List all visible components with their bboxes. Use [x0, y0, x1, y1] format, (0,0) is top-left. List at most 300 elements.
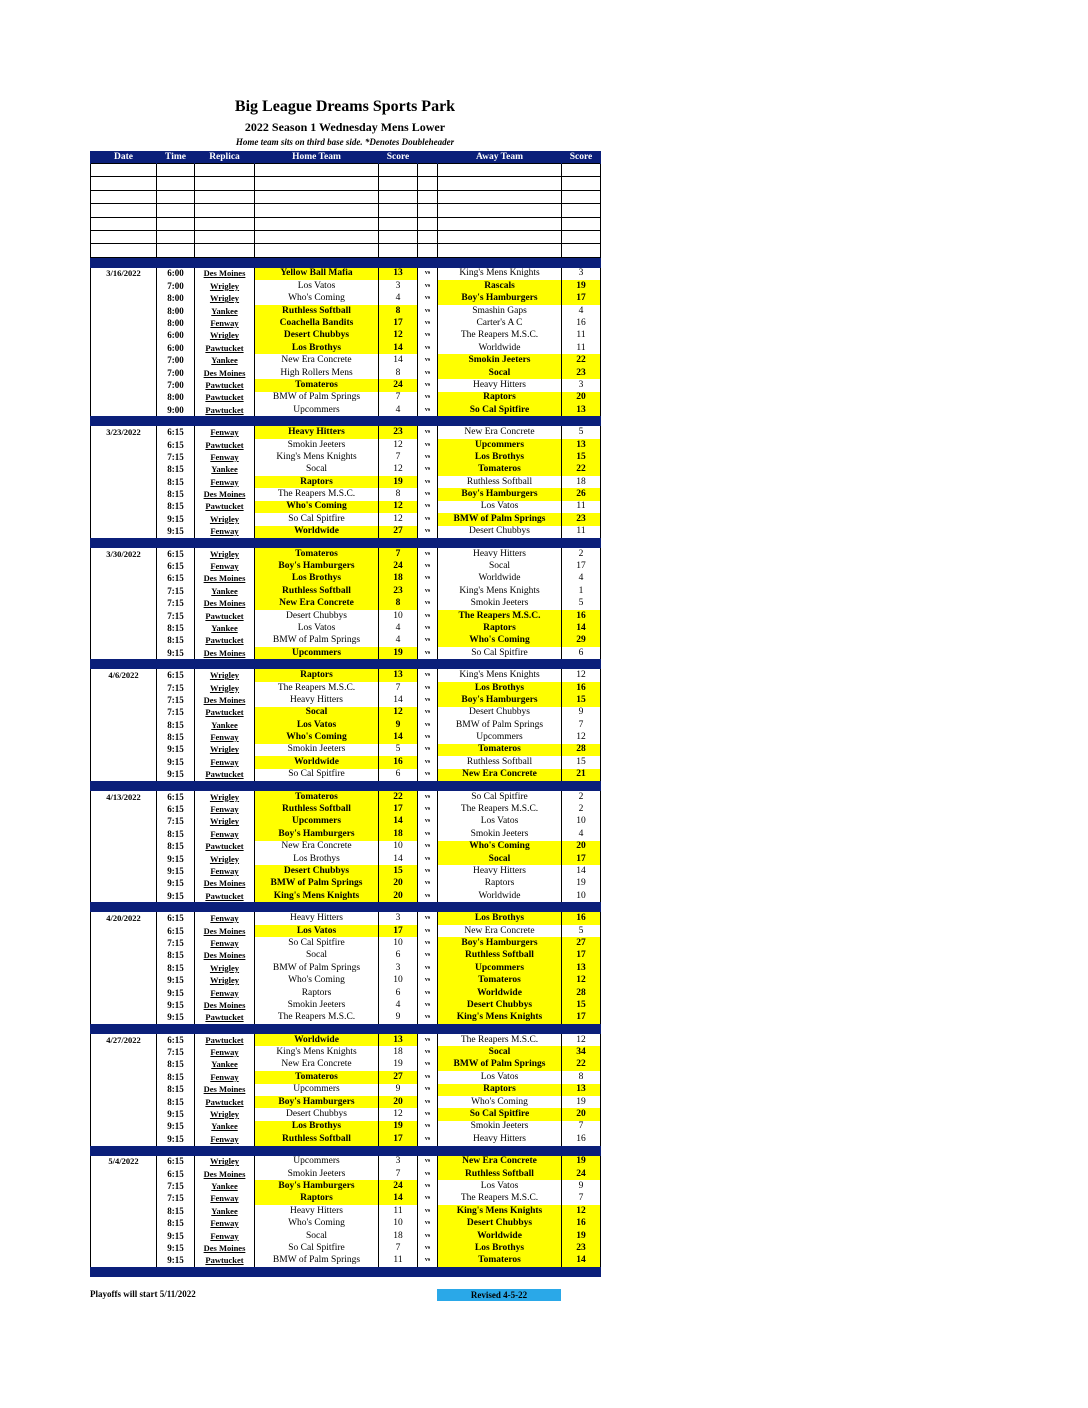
blank-cell — [157, 177, 195, 190]
away-team: Worldwide — [438, 987, 562, 999]
game-row — [91, 1121, 601, 1133]
game-time: 6:15 — [157, 925, 195, 937]
game-time: 7:15 — [157, 1180, 195, 1192]
game-date-empty — [91, 317, 157, 329]
home-score: 12 — [379, 330, 418, 342]
vs-marker: vs — [418, 548, 438, 560]
game-time: 8:00 — [157, 317, 195, 329]
home-score: 9 — [379, 1012, 418, 1024]
game-time: 6:00 — [157, 330, 195, 342]
game-date: 4/27/2022 — [91, 1034, 157, 1046]
home-team: Who's Coming — [255, 1217, 379, 1229]
game-date-empty — [91, 719, 157, 731]
game-row — [91, 488, 601, 500]
game-replica: Wrigley — [195, 1156, 255, 1168]
game-row — [91, 476, 601, 488]
game-replica: Pawtucket — [195, 392, 255, 404]
away-score: 17 — [562, 560, 601, 572]
game-time: 9:15 — [157, 1230, 195, 1242]
game-time: 9:15 — [157, 526, 195, 538]
away-score: 7 — [562, 1193, 601, 1205]
game-row — [91, 548, 601, 560]
game-row — [91, 392, 601, 404]
vs-marker: vs — [418, 816, 438, 828]
away-team: Tomateros — [438, 974, 562, 986]
game-time: 8:15 — [157, 488, 195, 500]
away-score: 13 — [562, 404, 601, 416]
game-row — [91, 816, 601, 828]
away-team: Los Brothys — [438, 912, 562, 924]
game-date-empty — [91, 1121, 157, 1133]
away-team: Smokin Jeeters — [438, 354, 562, 366]
game-date-empty — [91, 330, 157, 342]
vs-marker: vs — [418, 354, 438, 366]
blank-cell — [562, 177, 601, 190]
week-separator — [91, 1146, 601, 1156]
game-time: 8:15 — [157, 841, 195, 853]
home-team: Tomateros — [255, 548, 379, 560]
game-time: 8:15 — [157, 1084, 195, 1096]
game-row — [91, 404, 601, 416]
game-row — [91, 526, 601, 538]
away-team: Tomateros — [438, 464, 562, 476]
vs-marker: vs — [418, 573, 438, 585]
game-date-empty — [91, 635, 157, 647]
blank-cell — [255, 204, 379, 217]
home-score: 6 — [379, 769, 418, 781]
game-replica: Des Moines — [195, 694, 255, 706]
game-date-empty — [91, 305, 157, 317]
game-replica: Des Moines — [195, 488, 255, 500]
game-row — [91, 694, 601, 706]
vs-marker: vs — [418, 464, 438, 476]
away-score: 18 — [562, 476, 601, 488]
game-row — [91, 1084, 601, 1096]
blank-cell — [195, 190, 255, 203]
away-score: 12 — [562, 1205, 601, 1217]
game-replica: Fenway — [195, 560, 255, 572]
vs-marker: vs — [418, 1242, 438, 1254]
vs-marker: vs — [418, 803, 438, 815]
away-score: 12 — [562, 731, 601, 743]
game-date-empty — [91, 1193, 157, 1205]
home-team: Socal — [255, 464, 379, 476]
home-score: 24 — [379, 1180, 418, 1192]
game-date: 3/23/2022 — [91, 426, 157, 438]
vs-marker: vs — [418, 1180, 438, 1192]
vs-marker: vs — [418, 1071, 438, 1083]
game-date-empty — [91, 756, 157, 768]
vs-marker: vs — [418, 305, 438, 317]
home-team: New Era Concrete — [255, 841, 379, 853]
game-date-empty — [91, 342, 157, 354]
blank-cell — [255, 217, 379, 230]
game-time: 6:15 — [157, 912, 195, 924]
game-replica: Yankee — [195, 622, 255, 634]
away-score: 12 — [562, 1034, 601, 1046]
away-score: 23 — [562, 513, 601, 525]
blank-cell — [438, 177, 562, 190]
vs-marker: vs — [418, 1133, 438, 1145]
home-team: So Cal Spitfire — [255, 769, 379, 781]
vs-marker: vs — [418, 1230, 438, 1242]
game-date: 5/4/2022 — [91, 1156, 157, 1168]
game-date-empty — [91, 878, 157, 890]
game-time: 7:15 — [157, 1046, 195, 1058]
game-time: 8:15 — [157, 622, 195, 634]
away-score: 15 — [562, 451, 601, 463]
col-time-header: Time — [157, 151, 195, 164]
away-score: 19 — [562, 1230, 601, 1242]
game-date-empty — [91, 1217, 157, 1229]
home-score: 23 — [379, 426, 418, 438]
blank-cell — [438, 230, 562, 243]
game-date-empty — [91, 999, 157, 1011]
away-score: 23 — [562, 367, 601, 379]
vs-marker: vs — [418, 513, 438, 525]
away-score: 2 — [562, 548, 601, 560]
away-team: Heavy Hitters — [438, 865, 562, 877]
vs-marker: vs — [418, 1168, 438, 1180]
home-score: 13 — [379, 268, 418, 280]
home-team: Socal — [255, 707, 379, 719]
game-time: 9:15 — [157, 865, 195, 877]
home-score: 8 — [379, 598, 418, 610]
away-team: So Cal Spitfire — [438, 791, 562, 803]
home-score: 9 — [379, 719, 418, 731]
home-team: Worldwide — [255, 526, 379, 538]
away-team: Ruthless Softball — [438, 476, 562, 488]
home-team: Smokin Jeeters — [255, 439, 379, 451]
game-date-empty — [91, 731, 157, 743]
home-team: Raptors — [255, 669, 379, 681]
game-time: 9:15 — [157, 1121, 195, 1133]
week-separator — [91, 538, 601, 548]
game-row — [91, 439, 601, 451]
game-row — [91, 598, 601, 610]
away-team: So Cal Spitfire — [438, 1108, 562, 1120]
game-date: 4/13/2022 — [91, 791, 157, 803]
game-date-empty — [91, 890, 157, 902]
blank-cell — [438, 190, 562, 203]
game-replica: Fenway — [195, 1046, 255, 1058]
home-score: 12 — [379, 464, 418, 476]
vs-marker: vs — [418, 635, 438, 647]
game-replica: Fenway — [195, 1230, 255, 1242]
game-row — [91, 1071, 601, 1083]
game-time: 9:00 — [157, 404, 195, 416]
home-score: 6 — [379, 950, 418, 962]
game-time: 8:15 — [157, 1205, 195, 1217]
game-replica: Wrigley — [195, 548, 255, 560]
game-time: 6:15 — [157, 426, 195, 438]
game-date-empty — [91, 1084, 157, 1096]
away-team: Upcommers — [438, 439, 562, 451]
home-team: Desert Chubbys — [255, 1108, 379, 1120]
home-score: 19 — [379, 476, 418, 488]
away-score: 3 — [562, 268, 601, 280]
home-team: Boy's Hamburgers — [255, 1180, 379, 1192]
game-time: 6:15 — [157, 560, 195, 572]
vs-marker: vs — [418, 707, 438, 719]
home-score: 17 — [379, 803, 418, 815]
game-time: 8:00 — [157, 293, 195, 305]
vs-marker: vs — [418, 1084, 438, 1096]
game-row — [91, 1046, 601, 1058]
game-date-empty — [91, 367, 157, 379]
home-team: Tomateros — [255, 1071, 379, 1083]
game-date-empty — [91, 439, 157, 451]
away-score: 17 — [562, 293, 601, 305]
separator-band — [91, 1146, 601, 1156]
home-score: 10 — [379, 974, 418, 986]
home-score: 22 — [379, 791, 418, 803]
blank-cell — [418, 217, 438, 230]
home-team: Yellow Ball Mafia — [255, 268, 379, 280]
home-team: Los Vatos — [255, 925, 379, 937]
away-score: 24 — [562, 1168, 601, 1180]
game-row — [91, 585, 601, 597]
away-score: 11 — [562, 342, 601, 354]
blank-cell — [195, 217, 255, 230]
home-score: 8 — [379, 367, 418, 379]
away-score: 16 — [562, 610, 601, 622]
home-team: Los Brothys — [255, 573, 379, 585]
game-time: 9:15 — [157, 999, 195, 1011]
home-score: 27 — [379, 526, 418, 538]
game-time: 6:00 — [157, 342, 195, 354]
away-team: So Cal Spitfire — [438, 404, 562, 416]
game-time: 9:15 — [157, 878, 195, 890]
blank-cell — [562, 164, 601, 177]
away-team: Carter's A C — [438, 317, 562, 329]
blank-row — [91, 204, 601, 217]
away-score: 9 — [562, 707, 601, 719]
away-score: 11 — [562, 526, 601, 538]
away-team: King's Mens Knights — [438, 268, 562, 280]
home-team: BMW of Palm Springs — [255, 635, 379, 647]
blank-cell — [195, 177, 255, 190]
away-score: 4 — [562, 305, 601, 317]
game-replica: Yankee — [195, 719, 255, 731]
away-team: The Reapers M.S.C. — [438, 803, 562, 815]
home-team: Boy's Hamburgers — [255, 1096, 379, 1108]
away-score: 15 — [562, 999, 601, 1011]
separator-band — [91, 1267, 601, 1277]
home-score: 4 — [379, 622, 418, 634]
game-replica: Fenway — [195, 912, 255, 924]
blank-row — [91, 177, 601, 190]
game-time: 6:15 — [157, 1156, 195, 1168]
away-team: Socal — [438, 1046, 562, 1058]
game-row — [91, 451, 601, 463]
game-time: 6:15 — [157, 803, 195, 815]
home-team: New Era Concrete — [255, 598, 379, 610]
away-team: Ruthless Softball — [438, 950, 562, 962]
col-home-team-header: Home Team — [255, 151, 379, 164]
away-score: 12 — [562, 669, 601, 681]
game-replica: Fenway — [195, 865, 255, 877]
home-score: 8 — [379, 488, 418, 500]
game-time: 8:15 — [157, 464, 195, 476]
col-date-header: Date — [91, 151, 157, 164]
game-time: 8:15 — [157, 501, 195, 513]
vs-marker: vs — [418, 1193, 438, 1205]
home-score: 12 — [379, 501, 418, 513]
game-date-empty — [91, 476, 157, 488]
blank-cell — [157, 230, 195, 243]
separator-band — [91, 257, 601, 268]
game-time: 7:15 — [157, 585, 195, 597]
game-time: 9:15 — [157, 1133, 195, 1145]
vs-marker: vs — [418, 280, 438, 292]
away-team: The Reapers M.S.C. — [438, 610, 562, 622]
vs-marker: vs — [418, 585, 438, 597]
game-time: 7:15 — [157, 816, 195, 828]
home-score: 14 — [379, 1193, 418, 1205]
col-home-score-header: Score — [379, 151, 418, 164]
vs-marker: vs — [418, 1046, 438, 1058]
game-row — [91, 1108, 601, 1120]
home-score: 14 — [379, 816, 418, 828]
game-time: 9:15 — [157, 1108, 195, 1120]
away-team: Smokin Jeeters — [438, 598, 562, 610]
home-team: Tomateros — [255, 791, 379, 803]
vs-marker: vs — [418, 1217, 438, 1229]
game-row — [91, 379, 601, 391]
game-time: 9:15 — [157, 756, 195, 768]
away-team: King's Mens Knights — [438, 585, 562, 597]
blank-cell — [91, 190, 157, 203]
game-row — [91, 293, 601, 305]
game-replica: Fenway — [195, 987, 255, 999]
separator-band — [91, 416, 601, 426]
game-replica: Des Moines — [195, 268, 255, 280]
schedule-body — [91, 164, 601, 1278]
away-team: Los Vatos — [438, 501, 562, 513]
game-row — [91, 635, 601, 647]
game-date-empty — [91, 1230, 157, 1242]
game-date-empty — [91, 622, 157, 634]
blank-cell — [195, 204, 255, 217]
game-date-empty — [91, 841, 157, 853]
game-replica: Wrigley — [195, 682, 255, 694]
away-score: 4 — [562, 828, 601, 840]
away-team: Heavy Hitters — [438, 548, 562, 560]
blank-cell — [255, 177, 379, 190]
home-score: 12 — [379, 707, 418, 719]
game-row — [91, 280, 601, 292]
game-time: 6:15 — [157, 573, 195, 585]
home-score: 14 — [379, 853, 418, 865]
blank-cell — [418, 164, 438, 177]
game-row — [91, 1012, 601, 1024]
game-replica: Wrigley — [195, 280, 255, 292]
home-score: 7 — [379, 1242, 418, 1254]
home-score: 3 — [379, 1156, 418, 1168]
away-score: 28 — [562, 987, 601, 999]
game-time: 7:15 — [157, 610, 195, 622]
vs-marker: vs — [418, 476, 438, 488]
game-replica: Yankee — [195, 1205, 255, 1217]
game-date-empty — [91, 974, 157, 986]
away-team: New Era Concrete — [438, 1156, 562, 1168]
away-team: Heavy Hitters — [438, 1133, 562, 1145]
game-time: 9:15 — [157, 987, 195, 999]
away-team: Rascals — [438, 280, 562, 292]
home-team: Los Brothys — [255, 853, 379, 865]
away-team: The Reapers M.S.C. — [438, 330, 562, 342]
game-replica: Pawtucket — [195, 841, 255, 853]
game-row — [91, 573, 601, 585]
game-row — [91, 1230, 601, 1242]
away-score: 10 — [562, 816, 601, 828]
away-team: Boy's Hamburgers — [438, 937, 562, 949]
game-row — [91, 317, 601, 329]
home-score: 7 — [379, 1168, 418, 1180]
game-row — [91, 1034, 601, 1046]
game-row — [91, 305, 601, 317]
game-time: 8:00 — [157, 392, 195, 404]
blank-cell — [562, 244, 601, 257]
game-date-empty — [91, 828, 157, 840]
away-team: Raptors — [438, 392, 562, 404]
game-replica: Des Moines — [195, 598, 255, 610]
game-date-empty — [91, 451, 157, 463]
blank-cell — [157, 190, 195, 203]
blank-cell — [418, 190, 438, 203]
game-date-empty — [91, 744, 157, 756]
game-time: 7:15 — [157, 937, 195, 949]
game-row — [91, 803, 601, 815]
away-score: 16 — [562, 1217, 601, 1229]
home-team: Socal — [255, 1230, 379, 1242]
game-row — [91, 610, 601, 622]
game-row — [91, 367, 601, 379]
home-team: Boy's Hamburgers — [255, 828, 379, 840]
away-score: 17 — [562, 950, 601, 962]
game-time: 8:15 — [157, 635, 195, 647]
game-row — [91, 791, 601, 803]
vs-marker: vs — [418, 950, 438, 962]
separator-band — [91, 538, 601, 548]
game-replica: Wrigley — [195, 293, 255, 305]
game-row — [91, 1205, 601, 1217]
week-separator — [91, 659, 601, 669]
week-separator — [91, 257, 601, 268]
away-score: 29 — [562, 635, 601, 647]
game-date-empty — [91, 488, 157, 500]
game-date-empty — [91, 1012, 157, 1024]
away-team: Who's Coming — [438, 841, 562, 853]
home-team: Ruthless Softball — [255, 803, 379, 815]
blank-cell — [255, 244, 379, 257]
home-team: Raptors — [255, 476, 379, 488]
home-team: Raptors — [255, 987, 379, 999]
home-team: Who's Coming — [255, 293, 379, 305]
vs-marker: vs — [418, 1205, 438, 1217]
home-team: King's Mens Knights — [255, 890, 379, 902]
home-team: Los Vatos — [255, 280, 379, 292]
game-date-empty — [91, 1205, 157, 1217]
game-row — [91, 937, 601, 949]
game-date-empty — [91, 1096, 157, 1108]
game-time: 6:15 — [157, 791, 195, 803]
game-date-empty — [91, 950, 157, 962]
game-time: 9:15 — [157, 853, 195, 865]
game-replica: Pawtucket — [195, 1012, 255, 1024]
home-team: So Cal Spitfire — [255, 513, 379, 525]
